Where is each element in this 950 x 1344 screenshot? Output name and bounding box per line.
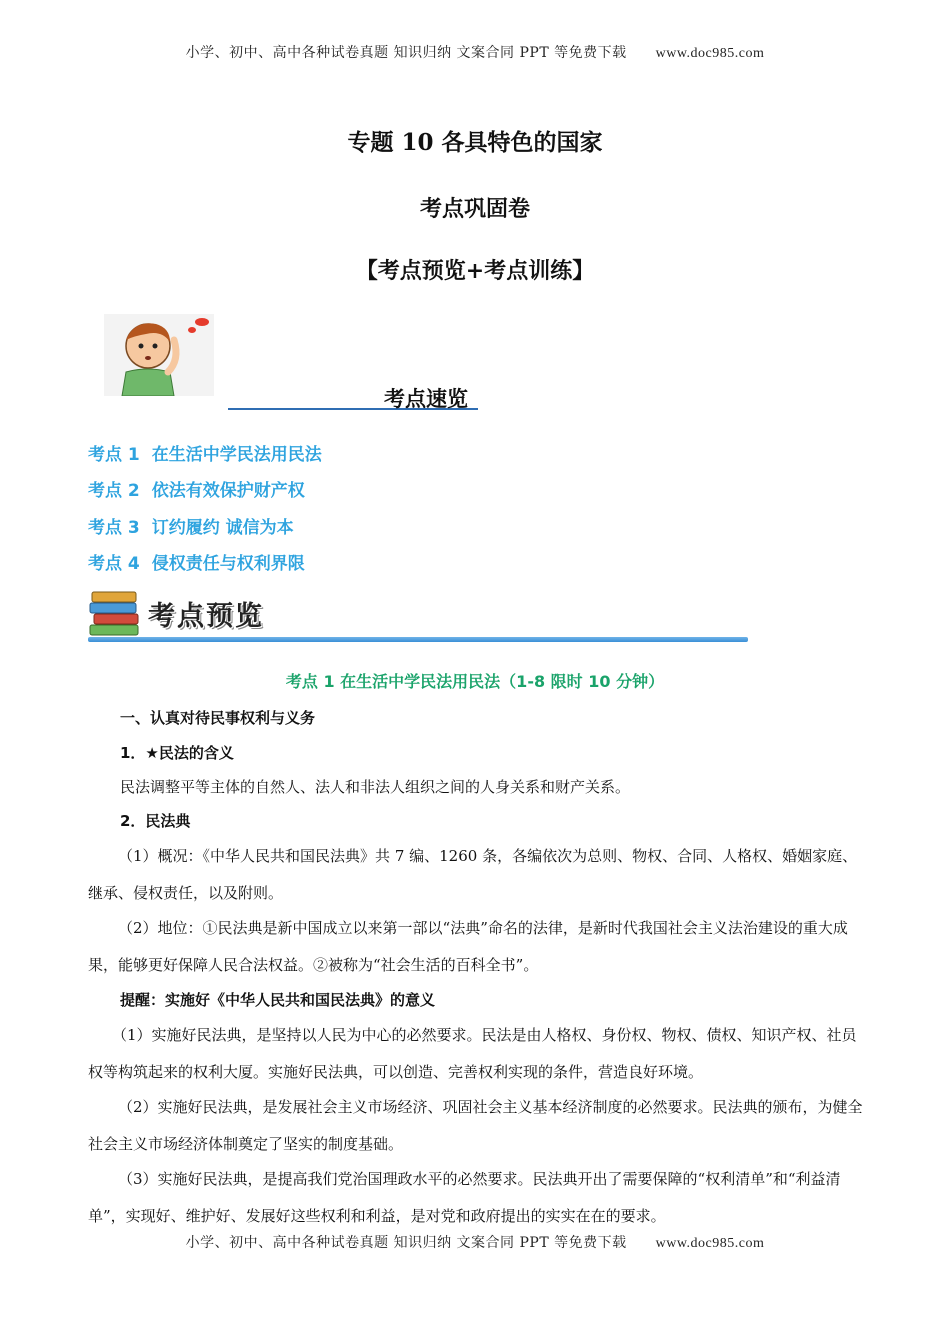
tip-title: 提醒：实施好《中华人民共和国民法典》的意义 (120, 991, 436, 1009)
kaodian-item: 考点 2 依法有效保护财产权 (88, 481, 305, 501)
paragraph: （2）实施好民法典，是发展社会主义市场经济、巩固社会主义基本经济制度的必然要求。民法典的颁布，为健全社会主义市场经济体制奠定了坚实的制度基础。 (88, 1098, 863, 1153)
doc-bracket-title: 【考点预览+考点训练】 (355, 258, 595, 284)
item-title: 1．★民法的含义 (120, 744, 234, 762)
paragraph: （3）实施好民法典，是提高我们党治国理政水平的必然要求。民法典开出了需要保障的“权利清单”和“利益清单”，实现好、维护好、发展好这些权利和利益，是对党和政府提出的实实在在的要求。 (88, 1170, 841, 1225)
preview-banner (88, 588, 328, 636)
kaodian-item: 考点 1 在生活中学民法用民法 (88, 445, 322, 465)
thinking-boy-icon (104, 314, 214, 396)
paragraph: （2）地位：①民法典是新中国成立以来第一部以“法典”命名的法律，是新时代我国社会主义法治建设的重大成果，能够更好保障人民合法权益。②被称为“社会生活的百科全书”。 (88, 919, 848, 974)
item-title: 2．民法典 (120, 812, 191, 830)
paragraph: （1）概况：《中华人民共和国民法典》共 7 编、1260 条，各编依次为总则、物权、合同、人格权、婚姻家庭、继承、侵权责任，以及附则。 (88, 847, 858, 902)
header-text: 小学、初中、高中各种试卷真题 知识归纳 文案合同 PPT 等免费下载 (185, 45, 627, 61)
doc-subtitle: 考点巩固卷 (419, 196, 530, 222)
doc-title: 专题 10 各具特色的国家 (347, 129, 603, 156)
page-header (0, 42, 950, 62)
paragraph: （1）实施好民法典，是坚持以人民为中心的必然要求。民法是由人格权、身份权、物权、债权、知识产权、社员权等构筑起来的权利大厦。实施好民法典，可以创造、完善权利实现的条件，营造良好环境。 (88, 1026, 857, 1081)
kaodian-item: 考点 4 侵权责任与权利界限 (88, 554, 305, 574)
books-icon (88, 588, 144, 636)
footer-text: 小学、初中、高中各种试卷真题 知识归纳 文案合同 PPT 等免费下载 (185, 1235, 627, 1251)
paragraph: 民法调整平等主体的自然人、法人和非法人组织之间的人身关系和财产关系。 (120, 778, 631, 796)
header-url[interactable]: www.doc985.com (655, 46, 765, 61)
kaodian-item: 考点 3 订约履约 诚信为本 (88, 518, 294, 538)
section-heading: 考点速览 (384, 387, 468, 411)
banner-label: 考点预览 (148, 601, 264, 632)
banner-underline (88, 637, 748, 642)
page-footer (0, 1232, 950, 1252)
subheading: 一、认真对待民事权利与义务 (120, 709, 316, 727)
footer-url[interactable]: www.doc985.com (655, 1236, 765, 1251)
kaodian-1-heading: 考点 1 在生活中学民法用民法（1-8 限时 10 分钟） (285, 672, 665, 691)
